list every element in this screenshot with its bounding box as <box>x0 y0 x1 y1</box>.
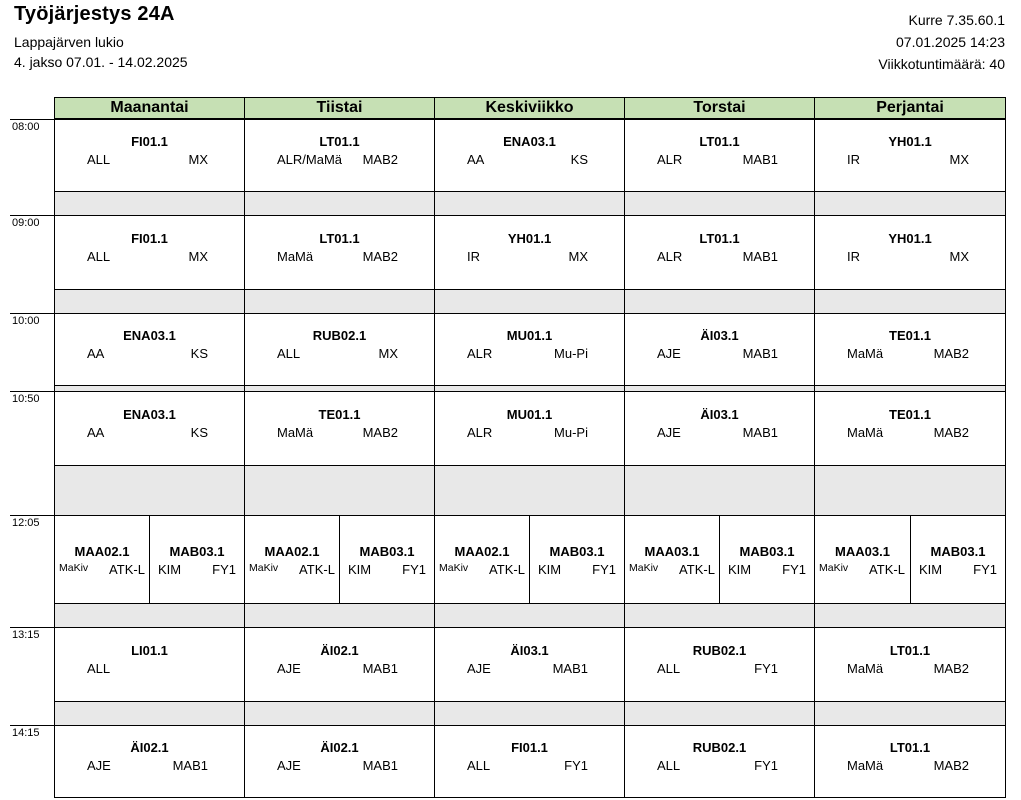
room-code: MAB1 <box>362 661 398 676</box>
teacher-code: AJE <box>657 425 681 440</box>
room-code: FY1 <box>973 562 997 577</box>
teacher-code: KIM <box>158 562 182 577</box>
time-rule <box>10 725 54 726</box>
lesson-cell <box>624 119 815 192</box>
teacher-code: MaMä <box>277 425 314 440</box>
lesson-cell <box>149 515 245 604</box>
room-code: MAB1 <box>362 758 398 773</box>
lesson-cell <box>434 725 625 798</box>
break-band <box>624 289 815 314</box>
course-code: FI01.1 <box>131 231 168 246</box>
day-header-4: Torstai <box>624 97 815 119</box>
course-code: ÄI03.1 <box>700 328 739 343</box>
teacher-code: ALR <box>467 346 493 361</box>
break-band <box>434 191 625 216</box>
course-code: LT01.1 <box>699 134 740 149</box>
room-code: MX <box>378 346 398 361</box>
course-code: LT01.1 <box>889 740 931 755</box>
time-label: 12:05 <box>12 517 40 529</box>
timetable-grid <box>54 97 1005 797</box>
lesson-cell <box>54 313 245 386</box>
course-code: ÄI02.1 <box>130 740 169 755</box>
teacher-code: AA <box>467 152 485 167</box>
teacher-code: ALL <box>657 661 681 676</box>
time-rule <box>10 627 54 628</box>
course-code: LI01.1 <box>131 643 168 658</box>
teacher-code: KIM <box>728 562 752 577</box>
course-code: MAB03.1 <box>549 544 605 559</box>
teacher-code: KIM <box>348 562 372 577</box>
teacher-code: AJE <box>87 758 111 773</box>
room-code: MAB1 <box>742 346 778 361</box>
period-label: 4. jakso 07.01. - 14.02.2025 <box>14 54 188 70</box>
teacher-code: KIM <box>919 562 943 577</box>
room-code: Mu-Pi <box>554 346 588 361</box>
course-code: TE01.1 <box>889 328 931 343</box>
course-code: LT01.1 <box>699 231 740 246</box>
course-code: FI01.1 <box>511 740 548 755</box>
course-code: RUB02.1 <box>692 740 747 755</box>
teacher-code: MaKiv <box>439 562 469 574</box>
room-code: MAB2 <box>933 346 969 361</box>
room-code: FY1 <box>402 562 426 577</box>
teacher-code: AJE <box>277 661 301 676</box>
course-code: MAA02.1 <box>74 544 130 559</box>
room-code: ATK-L <box>489 562 525 577</box>
teacher-code: ALL <box>87 152 111 167</box>
lesson-cell <box>54 515 150 604</box>
teacher-code: MaKiv <box>819 562 849 574</box>
teacher-code: MaMä <box>277 249 314 264</box>
weekly-hours: Viikkotuntimäärä: 40 <box>878 56 1005 72</box>
break-band <box>54 701 245 726</box>
room-code: MAB2 <box>933 425 969 440</box>
teacher-code: ALL <box>87 249 111 264</box>
course-code: ENA03.1 <box>123 328 176 343</box>
school-name: Lappajärven lukio <box>14 34 124 50</box>
break-band <box>624 191 815 216</box>
lesson-cell <box>814 313 1006 386</box>
break-band <box>434 289 625 314</box>
room-code: ATK-L <box>679 562 715 577</box>
break-band <box>244 191 435 216</box>
room-code: MX <box>568 249 588 264</box>
lesson-cell <box>339 515 435 604</box>
teacher-code: AA <box>87 425 105 440</box>
lesson-cell <box>814 627 1006 702</box>
room-code: KS <box>570 152 588 167</box>
lesson-cell <box>434 313 625 386</box>
lesson-cell <box>434 627 625 702</box>
room-code: MAB1 <box>742 249 778 264</box>
day-header-5: Perjantai <box>814 97 1006 119</box>
day-header-2: Tiistai <box>244 97 435 119</box>
break-band <box>814 465 1006 516</box>
break-band <box>624 701 815 726</box>
room-code: ATK-L <box>299 562 335 577</box>
time-label: 10:50 <box>12 393 40 405</box>
course-code: MAA02.1 <box>454 544 510 559</box>
lesson-cell <box>529 515 625 604</box>
teacher-code: MaMä <box>847 758 884 773</box>
teacher-code: ALL <box>277 346 301 361</box>
teacher-code: ALR <box>467 425 493 440</box>
break-band <box>244 289 435 314</box>
lesson-cell <box>434 515 530 604</box>
room-code: MAB2 <box>362 249 398 264</box>
teacher-code: IR <box>467 249 480 264</box>
lesson-cell <box>624 627 815 702</box>
room-code: FY1 <box>754 758 778 773</box>
break-band <box>434 701 625 726</box>
break-band <box>244 465 435 516</box>
room-code: MX <box>188 152 208 167</box>
break-band <box>814 191 1006 216</box>
day-header-1: Maanantai <box>54 97 245 119</box>
teacher-code: MaMä <box>847 661 884 676</box>
software-version: Kurre 7.35.60.1 <box>908 12 1005 28</box>
teacher-code: ALR <box>657 152 683 167</box>
course-code: YH01.1 <box>507 231 552 246</box>
course-code: ENA03.1 <box>503 134 556 149</box>
course-code: LT01.1 <box>319 231 360 246</box>
lesson-cell <box>814 515 911 604</box>
page-title: Työjärjestys 24A <box>14 3 175 25</box>
time-label: 09:00 <box>12 217 40 229</box>
lesson-cell <box>244 119 435 192</box>
room-code: MAB2 <box>933 758 969 773</box>
course-code: YH01.1 <box>888 134 932 149</box>
room-code: KS <box>190 346 208 361</box>
time-label: 14:15 <box>12 727 40 739</box>
course-code: ENA03.1 <box>123 407 176 422</box>
lesson-cell <box>54 627 245 702</box>
lesson-cell <box>814 215 1006 290</box>
course-code: MU01.1 <box>506 328 553 343</box>
course-code: RUB02.1 <box>692 643 747 658</box>
course-code: ÄI03.1 <box>510 643 549 658</box>
teacher-code: ALL <box>657 758 681 773</box>
break-band <box>624 465 815 516</box>
room-code: Mu-Pi <box>554 425 588 440</box>
time-rule <box>10 515 54 516</box>
lesson-cell <box>54 119 245 192</box>
room-code: FY1 <box>592 562 616 577</box>
day-header-3: Keskiviikko <box>434 97 625 119</box>
lesson-cell <box>244 725 435 798</box>
break-band <box>54 603 245 628</box>
room-code: ATK-L <box>109 562 145 577</box>
break-band <box>434 603 625 628</box>
room-code: MAB2 <box>933 661 969 676</box>
room-code: MAB2 <box>362 425 398 440</box>
lesson-cell <box>244 391 435 466</box>
break-band <box>244 603 435 628</box>
time-label: 08:00 <box>12 121 40 133</box>
break-band <box>54 191 245 216</box>
break-band <box>624 603 815 628</box>
course-code: TE01.1 <box>318 407 361 422</box>
course-code: FI01.1 <box>131 134 168 149</box>
lesson-cell <box>814 725 1006 798</box>
lesson-cell <box>244 515 340 604</box>
room-code: FY1 <box>782 562 806 577</box>
course-code: MAB03.1 <box>359 544 415 559</box>
break-band <box>814 603 1006 628</box>
teacher-code: AJE <box>657 346 681 361</box>
lesson-cell <box>244 215 435 290</box>
course-code: ÄI03.1 <box>700 407 739 422</box>
course-code: YH01.1 <box>888 231 932 246</box>
lesson-cell <box>244 313 435 386</box>
room-code: MAB2 <box>362 152 398 167</box>
teacher-code: IR <box>847 249 860 264</box>
lesson-cell <box>624 313 815 386</box>
teacher-code: MaKiv <box>249 562 279 574</box>
room-code: KS <box>190 425 208 440</box>
course-code: ÄI02.1 <box>320 740 359 755</box>
lesson-cell <box>624 391 815 466</box>
lesson-cell <box>719 515 815 604</box>
break-band <box>54 289 245 314</box>
lesson-cell <box>624 725 815 798</box>
course-code: LT01.1 <box>319 134 360 149</box>
time-rule <box>10 119 54 120</box>
teacher-code: AJE <box>277 758 301 773</box>
teacher-code: ALR/MaMä <box>277 152 343 167</box>
time-label: 10:00 <box>12 315 40 327</box>
room-code: MAB1 <box>172 758 208 773</box>
course-code: RUB02.1 <box>312 328 367 343</box>
teacher-code: AJE <box>467 661 491 676</box>
break-band <box>814 701 1006 726</box>
time-rule <box>10 313 54 314</box>
room-code: FY1 <box>564 758 588 773</box>
course-code: MAB03.1 <box>739 544 795 559</box>
teacher-code: ALR <box>657 249 683 264</box>
teacher-code: ALL <box>467 758 491 773</box>
teacher-code: AA <box>87 346 105 361</box>
teacher-code: MaKiv <box>59 562 89 574</box>
lesson-cell <box>434 215 625 290</box>
course-code: MAB03.1 <box>169 544 225 559</box>
course-code: MAA03.1 <box>644 544 700 559</box>
room-code: MAB1 <box>742 425 778 440</box>
lesson-cell <box>54 215 245 290</box>
lesson-cell <box>434 119 625 192</box>
time-rule <box>10 215 54 216</box>
lesson-cell <box>624 215 815 290</box>
lesson-cell <box>54 391 245 466</box>
print-timestamp: 07.01.2025 14:23 <box>896 34 1005 50</box>
course-code: ÄI02.1 <box>320 643 359 658</box>
room-code: MX <box>949 249 969 264</box>
course-code: LT01.1 <box>889 643 931 658</box>
teacher-code: MaMä <box>847 425 884 440</box>
room-code: MX <box>949 152 969 167</box>
room-code: FY1 <box>212 562 236 577</box>
break-band <box>434 465 625 516</box>
time-label: 13:15 <box>12 629 40 641</box>
break-band <box>814 289 1006 314</box>
lesson-cell <box>244 627 435 702</box>
course-code: MAB03.1 <box>930 544 986 559</box>
course-code: MAA02.1 <box>264 544 320 559</box>
room-code: MX <box>188 249 208 264</box>
teacher-code: IR <box>847 152 860 167</box>
course-code: MAA03.1 <box>835 544 890 559</box>
room-code: MAB1 <box>742 152 778 167</box>
course-code: MU01.1 <box>506 407 553 422</box>
lesson-cell <box>54 725 245 798</box>
teacher-code: ALL <box>87 661 111 676</box>
break-band <box>54 465 245 516</box>
teacher-code: MaMä <box>847 346 884 361</box>
room-code: FY1 <box>754 661 778 676</box>
lesson-cell <box>910 515 1006 604</box>
lesson-cell <box>814 119 1006 192</box>
room-code: MAB1 <box>552 661 588 676</box>
lesson-cell <box>624 515 720 604</box>
lesson-cell <box>434 391 625 466</box>
lesson-cell <box>814 391 1006 466</box>
course-code: TE01.1 <box>889 407 931 422</box>
time-rule <box>10 391 54 392</box>
break-band <box>244 701 435 726</box>
teacher-code: MaKiv <box>629 562 659 574</box>
room-code: ATK-L <box>869 562 905 577</box>
teacher-code: KIM <box>538 562 562 577</box>
